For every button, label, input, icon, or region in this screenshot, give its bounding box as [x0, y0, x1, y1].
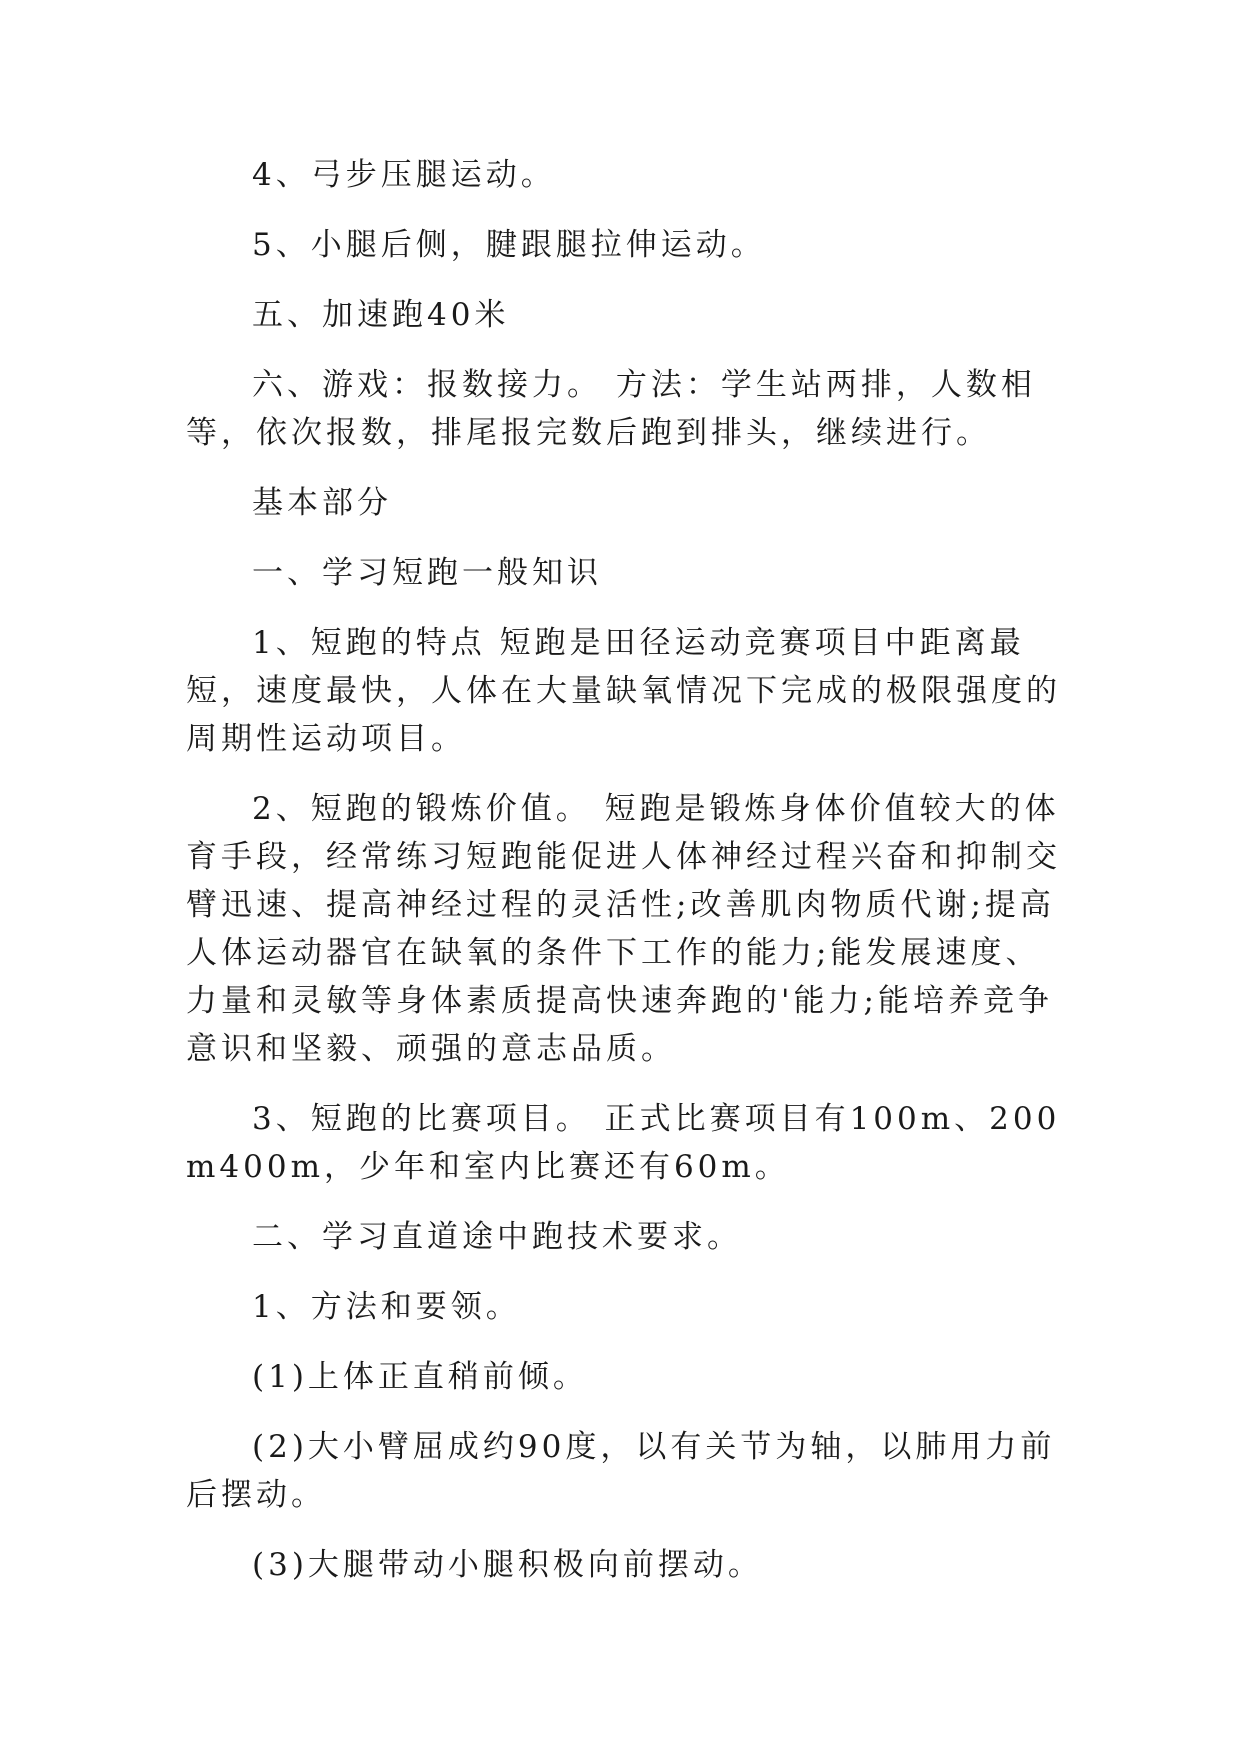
paragraph-sprint-events: 3、短跑的比赛项目。 正式比赛项目有100m、200m400m，少年和室内比赛还有60m。 — [186, 1101, 1061, 1185]
paragraph-calf-stretch: 5、小腿后侧，腱跟腿拉伸运动。 — [252, 227, 766, 263]
list-item-leg-swing: (3)大腿带动小腿积极向前摆动。 — [252, 1547, 763, 1583]
paragraph-method-heading: 1、方法和要领。 — [252, 1289, 521, 1325]
list-item-upper-body: (1)上体正直稍前倾。 — [252, 1359, 588, 1395]
document-body — [186, 151, 1066, 1611]
section-heading-sprint-knowledge: 一、学习短跑一般知识 — [252, 555, 602, 591]
paragraph-lunge-stretch: 4、弓步压腿运动。 — [252, 157, 556, 193]
section-heading-technique: 二、学习直道途中跑技术要求。 — [252, 1219, 742, 1255]
section-heading-basic-part: 基本部分 — [252, 485, 392, 521]
list-item-arm-swing: (2)大小臂屈成约90度，以有关节为轴，以肺用力前后摆动。 — [186, 1429, 1056, 1513]
paragraph-acceleration-run: 五、加速跑40米 — [252, 297, 510, 333]
paragraph-sprint-features: 1、短跑的特点 短跑是田径运动竞赛项目中距离最短，速度最快，人体在大量缺氧情况下完成的极限强度的周期性运动项目。 — [186, 625, 1061, 757]
paragraph-sprint-value: 2、短跑的锻炼价值。 短跑是锻炼身体价值较大的体育手段，经常练习短跑能促进人体神经过程兴奋和抑制交臂迅速、提高神经过程的灵活性;改善肌肉物质代谢;提高人体运动器官在缺氧的条件下工作的能力;能发展速度、力量和灵敏等身体素质提高快速奔跑的'能力;能培养竞争意识和坚毅、顽强的意志品质。 — [186, 791, 1061, 1067]
paragraph-relay-game: 六、游戏：报数接力。 方法：学生站两排，人数相等，依次报数，排尾报完数后跑到排头，继续进行。 — [186, 367, 1036, 451]
